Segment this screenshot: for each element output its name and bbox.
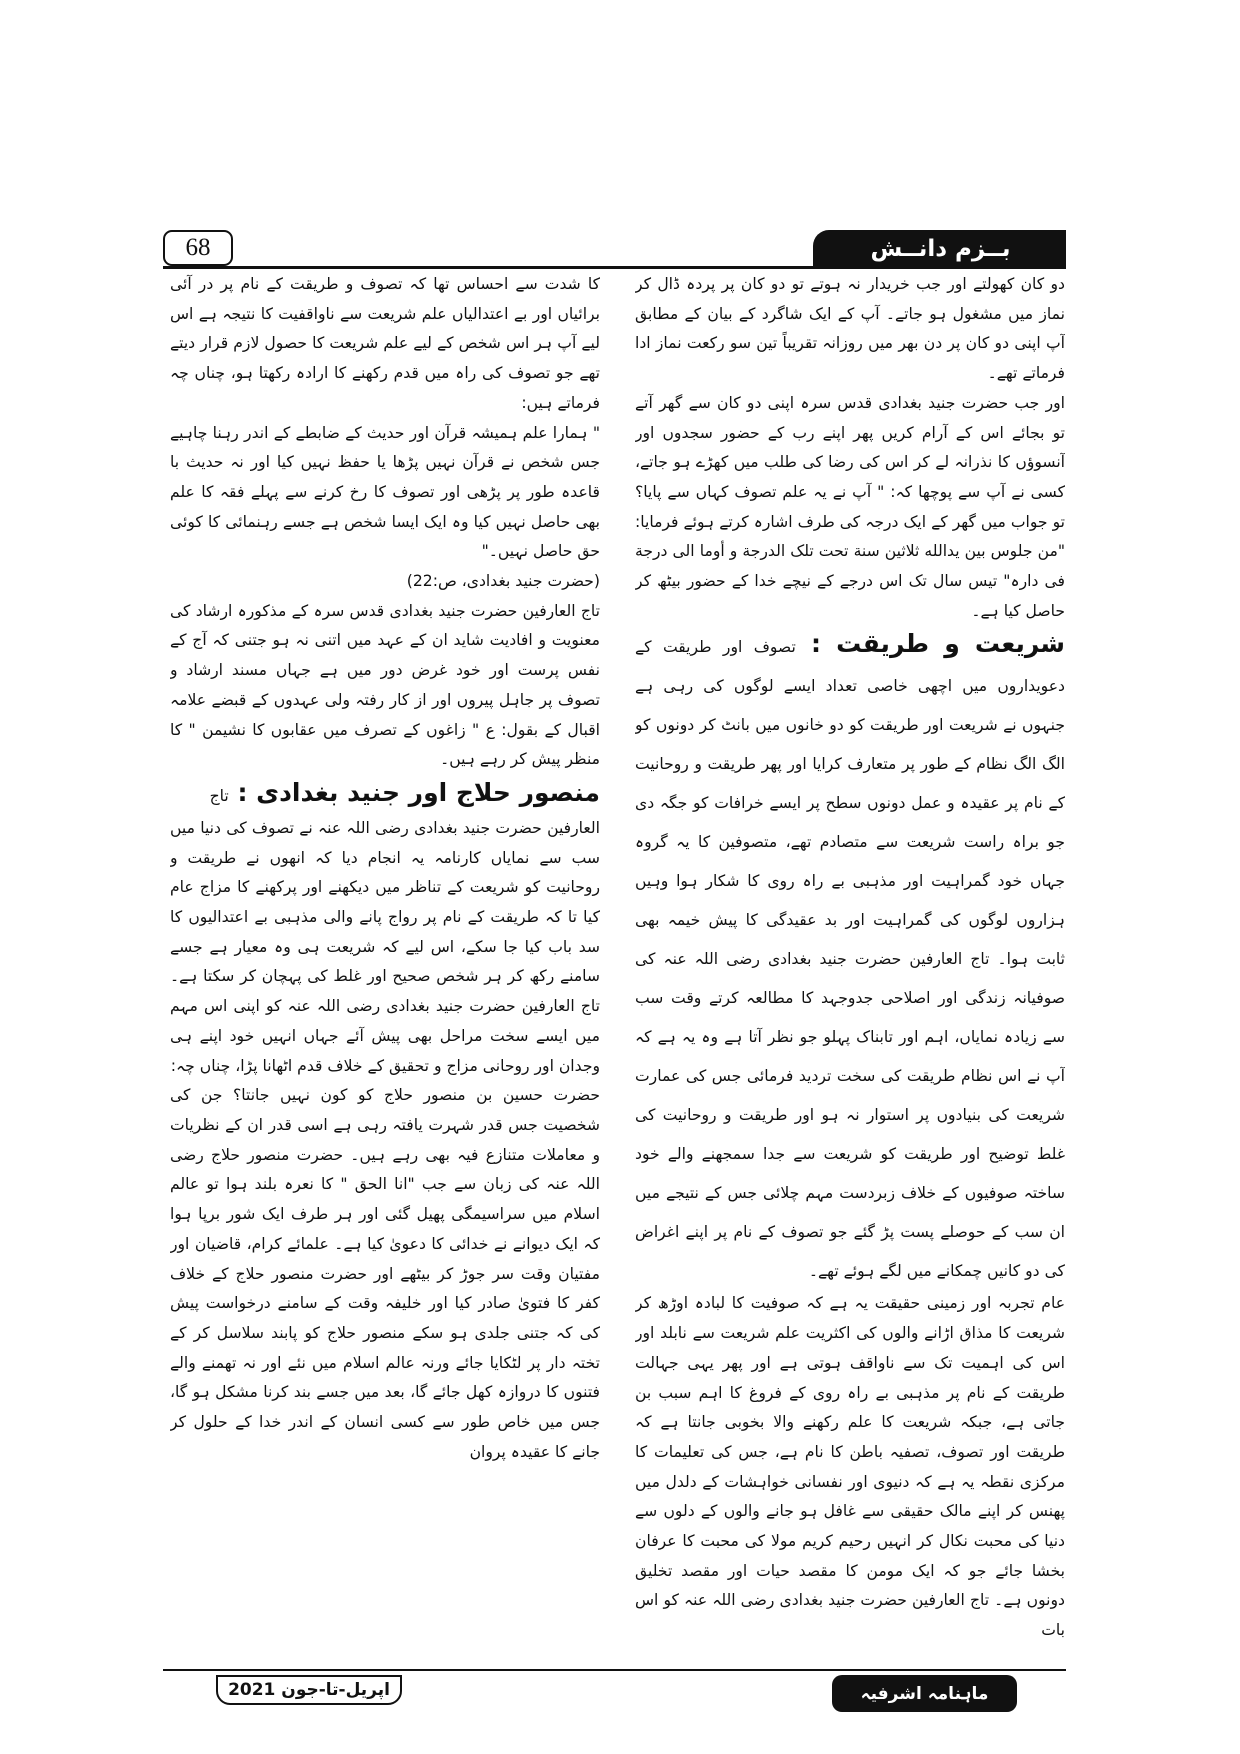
paragraph: العارفین حضرت جنید بغدادی رضی اللہ عنہ نے تصوف کی دنیا میں سب سے نمایاں کارنامہ یہ انجام دیا کہ انھوں نے طریقت و روحانیت کو شریعت کے تناظر میں دیکھنے اور پرکھنے کا مزاج عام کیا تا کہ طریقت کے نام پر رواج پانے والی مذہبی بے اعتدالیوں کا سد باب کیا جا سکے، اس لیے کہ شریعت ہی وہ معیار ہے جسے سامنے رکھ کر ہر شخص صحیح اور غلط کی پہچان کر سکتا ہے۔ تاج العارفین حضرت جنید بغدادی رضی اللہ عنہ کو اپنی اس مہم میں ایسے سخت مراحل بھی پیش آئے جہاں انہیں خود اپنے ہی وجدان اور روحانی مزاج و تحقیق کے خلاف قدم اٹھانا پڑا، چناں چہ: (170, 818, 600, 1075)
issue-date: اپریل-تا-جون 2021 (216, 1675, 402, 1705)
section-heading-shariah-tariqah (635, 626, 1065, 1289)
citation: (حضرت جنید بغدادی، ص:22) (406, 572, 600, 591)
paragraph: اور جب حضرت جنید بغدادی قدس سرہ اپنی دو کان سے گھر آتے تو بجائے اس کے آرام کریں پھر اپنے رب کے حضور سجدوں اور آنسوؤں کا نذرانہ لے کر اس کی رضا کی طلب میں کھڑے ہو جاتے، کسی نے آپ سے پوچھا کہ: " آپ نے یہ علم تصوف کہاں سے پایا؟ تو جواب میں گھر کے ایک درجہ کی طرف اشارہ کرتے ہوئے فرمایا: "من جلوس بین یدالله ثلاثین سنة تحت تلک الدرجة و أوما الی درجة فی دارہ" تیس سال تک اس درجے کے نیچے خدا کے حضور بیٹھ کر حاصل کیا ہے۔ (635, 393, 1065, 620)
page-number: 68 (163, 230, 233, 266)
paragraph-start: تصوف اور طریقت کے دعویداروں میں اچھی خاصی تعداد ایسے لوگوں کی رہی ہے جنہوں نے شریعت اور طریقت کو دو خانوں میں بانٹ کر دونوں کو الگ الگ نظام کے طور پر متعارف کرایا اور پھر طریقت و روحانیت کے نام پر عقیدہ و عمل دونوں سطح پر ایسے خرافات کو جگہ دی جو براہ راست شریعت سے متصادم تھے، متصوفین کا یہ گروہ جہاں خود گمراہیت اور مذہبی بے راہ روی کا شکار ہوا وہیں ہزاروں لوگوں کی گمراہیت اور بد عقیدگی کا پیش خیمہ بھی ثابت ہوا۔ تاج العارفین حضرت جنید بغدادی رضی اللہ عنہ کی صوفیانہ زندگی اور اصلاحی جدوجہد کا مطالعہ کرتے وقت سب سے زیادہ نمایاں، اہم اور تابناک پہلو جو نظر آتا ہے وہ یہ ہے کہ آپ نے اس نظام طریقت کی سخت تردید فرمائی جس کی عمارت شریعت کی بنیادوں پر استوار نہ ہو اور طریقت و روحانیت کی غلط توضیح اور طریقت کو شریعت سے جدا سمجھنے والے خود ساختہ صوفیوں کے خلاف زبردست مہم چلائی جس کے نتیجے میں ان سب کے حوصلے پست پڑ گئے جو تصوف کے نام پر اپنے اغراض کی دو کانیں چمکانے میں لگے ہوئے تھے۔ (635, 638, 1065, 1281)
paragraph: کا شدت سے احساس تھا کہ تصوف و طریقت کے نام پر در آئی برائیاں اور بے اعتدالیاں علم شریعت سے ناواقفیت کا نتیجہ ہے اس لیے آپ ہر اس شخص کے لیے علم شریعت کا حصول لازم قرار دیتے تھے جو تصوف کی راہ میں قدم رکھنے کا ارادہ رکھتا ہو، چناں چہ فرماتے ہیں: (170, 275, 600, 412)
paragraph: تاج العارفین حضرت جنید بغدادی قدس سرہ کے مذکورہ ارشاد کی معنویت و افادیت شاید ان کے عہد میں اتنی نہ ہو جتنی کہ آج کے نفس پرست اور خود غرض دور میں ہے جہاں مسند ارشاد و تصوف پر جاہل پیروں اور از کار رفتہ ولی عہدوں کے قبضے علامہ اقبال کے بقول: ع " زاغوں کے تصرف میں عقابوں کا نشیمن " کا منظر پیش کر رہے ہیں۔ (170, 601, 600, 769)
heading-text: منصور حلاج اور جنید بغدادی : (237, 777, 600, 807)
paragraph: دو کان کھولتے اور جب خریدار نہ ہوتے تو دو کان پر پردہ ڈال کر نماز میں مشغول ہو جاتے۔ آپ کے ایک شاگرد کے بیان کے مطابق آپ اپنی دو کان پر دن بھر میں روزانہ تقریباً تین سو رکعت نماز ادا فرماتے تھے۔ (635, 275, 1065, 383)
paragraph: حضرت حسین بن منصور حلاج کو کون نہیں جانتا؟ جن کی شخصیت جس قدر شہرت یافتہ رہی ہے اسی قدر ان کے نظریات و معاملات متنازع فیہ بھی رہے ہیں۔ حضرت منصور حلاج رضی اللہ عنہ کی زبان سے جب "انا الحق " کا نعرہ بلند ہوا تو عالم اسلام میں سراسیمگی پھیل گئی اور ہر طرف ایک شور برپا ہوا کہ ایک دیوانے نے خدائی کا دعویٰ کیا ہے۔ علمائے کرام، قاضیان اور مفتیان وقت سر جوڑ کر بیٹھے اور حضرت منصور حلاج کے خلاف کفر کا فتویٰ صادر کیا اور خلیفہ وقت کے سامنے درخواست پیش کی کہ جتنی جلدی ہو سکے منصور حلاج کو پابند سلاسل کر کے تختہ دار پر لٹکایا جائے ورنہ عالم اسلام میں نئے اور نہ تھمنے والے فتنوں کا دروازہ کھل جائے گا، بعد میں جسے بند کرنا مشکل ہو گا، جس میں خاص طور سے کسی انسان کے اندر خدا کے حلول کر جانے کا عقیدہ پروان (170, 1086, 600, 1461)
magazine-name: ماہنامہ اشرفیہ (832, 1675, 1017, 1712)
heading-continuation: تاج (209, 786, 229, 805)
section-brand-title: بــزم دانــش (870, 236, 1011, 262)
left-column (170, 270, 600, 1665)
right-column (635, 270, 1065, 1665)
quotation: " ہمارا علم ہمیشہ قرآن اور حدیث کے ضابطے کے اندر رہنا چاہیے جس شخص نے قرآن نہیں پڑھا یا حفظ نہیں کیا اور نہ حدیث با قاعدہ طور پر پڑھی اور تصوف کا رخ کرنے سے پہلے فقہ کا علم بھی حاصل نہیں کیا وہ ایک ایسا شخص ہے جسے رہنمائی کا کوئی حق حاصل نہیں۔" (170, 423, 600, 561)
footer-rule (163, 1669, 1066, 1671)
section-heading-mansur-hallaj (170, 775, 600, 814)
heading-text: شریعت و طریقت : (810, 629, 1065, 659)
paragraph: عام تجربہ اور زمینی حقیقت یہ ہے کہ صوفیت کا لبادہ اوڑھ کر شریعت کا مذاق اڑانے والوں کی اکثریت علم شریعت سے نابلد اور اس کی اہمیت تک سے ناواقف ہوتی ہے اور پھر یہی جہالت طریقت کے نام پر مذہبی بے راہ روی کے فروغ کا اہم سبب بن جاتی ہے، جبکہ شریعت کا علم رکھنے والا بخوبی جانتا ہے کہ طریقت اور تصوف، تصفیہ باطن کا نام ہے، جس کی تعلیمات کا مرکزی نقطہ یہ ہے کہ دنیوی اور نفسانی خواہشات کے دلدل میں پھنس کر اپنے مالک حقیقی سے غافل ہو جانے والوں کے دلوں سے دنیا کی محبت نکال کر انہیں رحیم کریم مولا کی محبت کا عرفان بخشا جائے جو کہ ایک مومن کا مقصد حیات اور مقصد تخلیق دونوں ہے۔ تاج العارفین حضرت جنید بغدادی رضی اللہ عنہ کو اس بات (635, 1294, 1065, 1640)
